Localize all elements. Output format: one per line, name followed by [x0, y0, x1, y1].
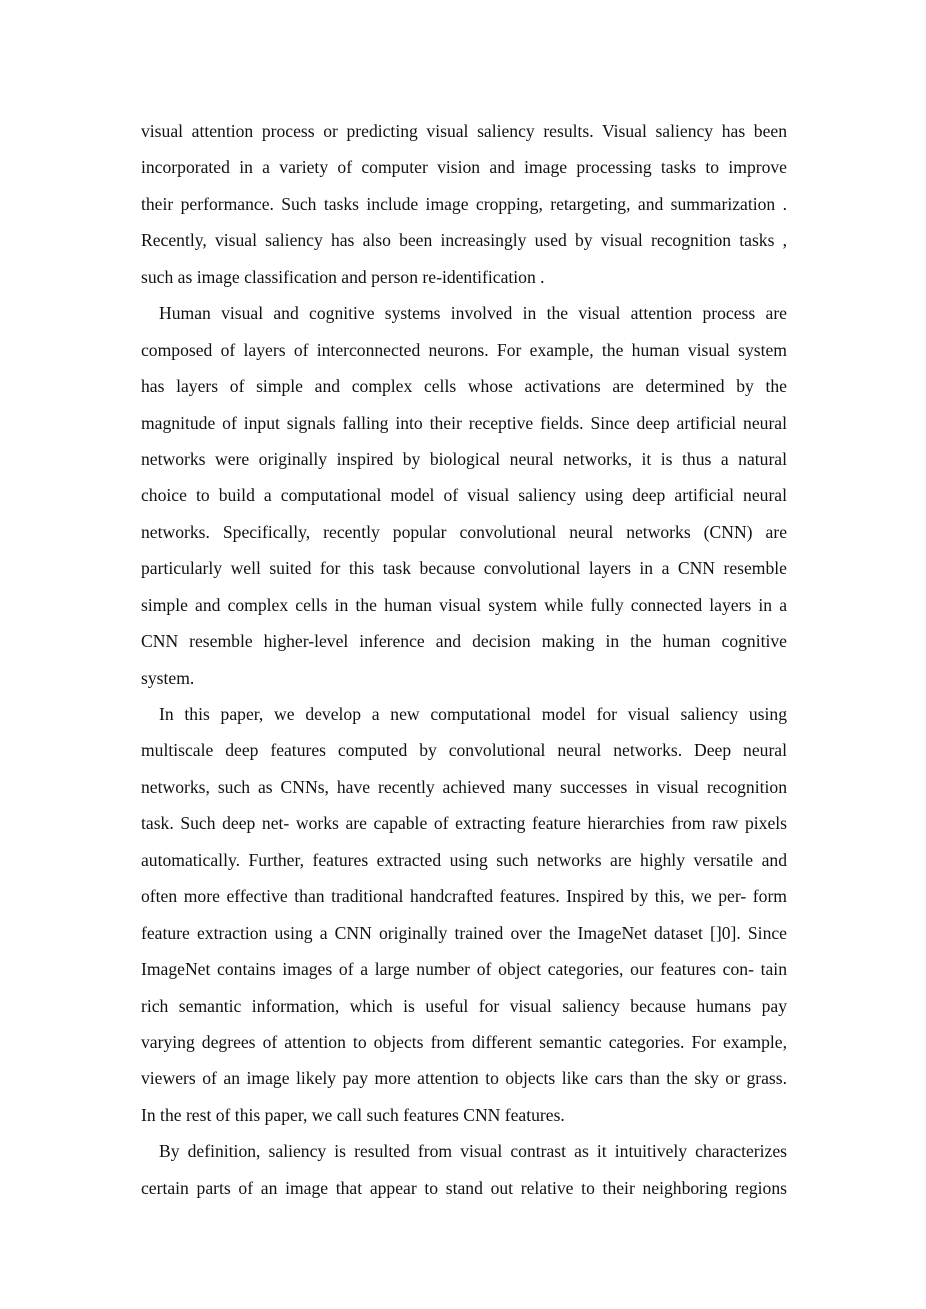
text-line: magnitude of input signals falling into their receptive fields. Since deep artificial neural — [141, 412, 787, 433]
text-line: Recently, visual saliency has also been increasingly used by visual recognition tasks , — [141, 230, 787, 251]
text-line: certain parts of an image that appear to stand out relative to their neighboring regions — [141, 1177, 787, 1198]
paragraph — [141, 113, 787, 295]
text-line: CNN resemble higher-level inference and decision making in the human cognitive — [141, 631, 787, 652]
paragraph — [141, 696, 787, 1133]
text-line: visual attention process or predicting visual saliency results. Visual saliency has been — [141, 121, 787, 141]
text-line: choice to build a computational model of visual saliency using deep artificial neural — [141, 485, 787, 506]
text-line: composed of layers of interconnected neurons. For example, the human visual system — [141, 339, 787, 360]
text-line: multiscale deep features computed by convolutional neural networks. Deep neural — [141, 740, 787, 761]
text-line: their performance. Such tasks include image cropping, retargeting, and summarization . — [141, 193, 787, 214]
text-line: automatically. Further, features extracted using such networks are highly versatile and — [141, 849, 787, 870]
text-line: networks. Specifically, recently popular convolutional neural networks (CNN) are — [141, 521, 787, 542]
text-line: task. Such deep net- works are capable of extracting feature hierarchies from raw pixels — [141, 813, 787, 834]
text-line: has layers of simple and complex cells whose activations are determined by the — [141, 376, 787, 397]
text-line: often more effective than traditional handcrafted features. Inspired by this, we per- form — [141, 886, 787, 907]
text-line: In this paper, we develop a new computational model for visual saliency using — [159, 704, 787, 724]
text-line: In the rest of this paper, we call such features CNN features. — [141, 1104, 565, 1125]
text-line: simple and complex cells in the human visual system while fully connected layers in a — [141, 594, 787, 615]
paragraph — [141, 1133, 787, 1206]
text-line: such as image classification and person re-identification . — [141, 266, 545, 287]
text-line: networks were originally inspired by biological neural networks, it is thus a natural — [141, 448, 787, 469]
text-line: viewers of an image likely pay more attention to objects like cars than the sky or grass. — [141, 1068, 787, 1089]
document-page — [141, 113, 787, 1206]
text-line: rich semantic information, which is useful for visual saliency because humans pay — [141, 995, 787, 1016]
text-line: particularly well suited for this task because convolutional layers in a CNN resemble — [141, 558, 787, 579]
text-line: incorporated in a variety of computer vision and image processing tasks to improve — [141, 157, 787, 178]
text-line: varying degrees of attention to objects from different semantic categories. For example, — [141, 1031, 787, 1052]
text-line: Human visual and cognitive systems involved in the visual attention process are — [159, 303, 787, 324]
text-line: system. — [141, 667, 195, 688]
paragraph — [141, 295, 787, 696]
text-line: networks, such as CNNs, have recently achieved many successes in visual recognition — [141, 776, 787, 797]
text-line: feature extraction using a CNN originally trained over the ImageNet dataset []0]. Since — [141, 922, 787, 943]
text-line: By definition, saliency is resulted from visual contrast as it intuitively characterizes — [159, 1141, 787, 1162]
text-line: ImageNet contains images of a large number of object categories, our features con- tain — [141, 959, 787, 980]
